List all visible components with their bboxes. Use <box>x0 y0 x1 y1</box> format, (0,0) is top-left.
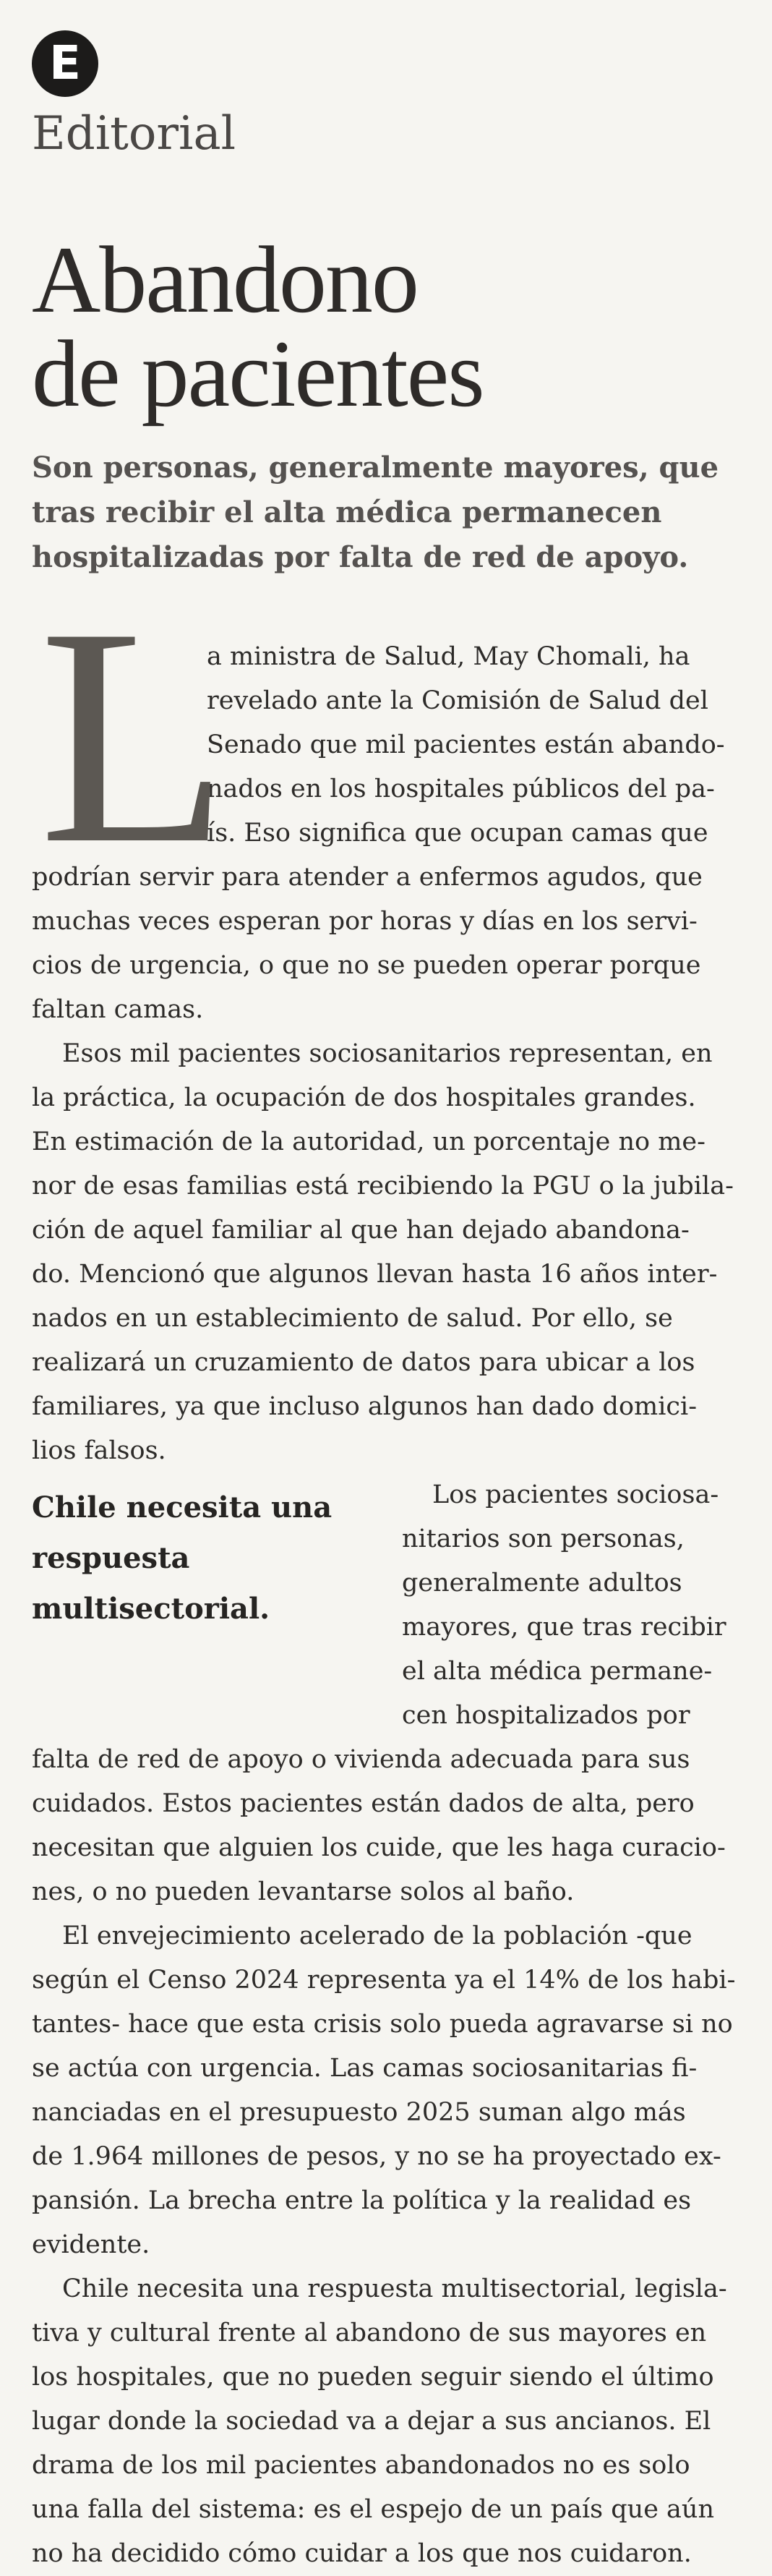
body-line: los hospitales, que no pueden seguir siendo el último <box>32 2363 714 2392</box>
body-line: mayores, que tras recibir <box>402 1613 726 1642</box>
drop-cap: L <box>39 564 229 908</box>
body-line: nados en un establecimiento de salud. Por ello, se <box>32 1304 673 1333</box>
body-line: falta de red de apoyo o vivienda adecuada para sus <box>32 1745 690 1774</box>
headline-line: de pacientes <box>32 320 484 427</box>
body-line: de 1.964 millones de pesos, y no se ha proyectado ex- <box>32 2142 721 2171</box>
body-line: muchas veces esperan por horas y días en los servi- <box>32 907 698 936</box>
body-line: drama de los mil pacientes abandonados no es solo <box>32 2451 690 2480</box>
body-line: nes, o no pueden levantarse solos al baño. <box>32 1877 575 1906</box>
pull-quote-line: multisectorial. <box>32 1592 270 1626</box>
body-line: ción de aquel familiar al que han dejado abandona- <box>32 1216 690 1245</box>
body-line: El envejecimiento acelerado de la población -que <box>62 1922 692 1950</box>
body-line: nitarios son personas, <box>402 1524 685 1553</box>
pull-quote-line: respuesta <box>32 1541 190 1575</box>
body-line: lugar donde la sociedad va a dejar a sus ancianos. El <box>32 2407 711 2436</box>
body-line: nados en los hospitales públicos del pa- <box>207 775 715 803</box>
body-line: cios de urgencia, o que no se pueden operar porque <box>32 951 701 980</box>
lede-line: Son personas, generalmente mayores, que <box>32 451 719 485</box>
pull-quote-line: Chile necesita una <box>32 1490 333 1524</box>
lede-line: hospitalizadas por falta de red de apoyo. <box>32 540 689 574</box>
body-line: realizará un cruzamiento de datos para ubicar a los <box>32 1348 695 1377</box>
body-line: nanciadas en el presupuesto 2025 suman algo más <box>32 2098 686 2127</box>
body-line: Los pacientes sociosa- <box>432 1480 719 1509</box>
body-line: pansión. La brecha entre la política y la realidad es <box>32 2186 692 2215</box>
editorial-badge-icon <box>32 30 98 97</box>
body-line: según el Censo 2024 representa ya el 14% de los habi- <box>32 1966 736 1995</box>
body-line: tiva y cultural frente al abandono de sus mayores en <box>32 2319 707 2347</box>
body-line: revelado ante la Comisión de Salud del <box>207 686 708 715</box>
body-line: ís. Eso significa que ocupan camas que <box>207 819 708 848</box>
body-line: faltan camas. <box>32 995 204 1024</box>
body-line: necesitan que alguien los cuide, que les haga curacio- <box>32 1833 726 1862</box>
body-line: cuidados. Estos pacientes están dados de alta, pero <box>32 1789 695 1818</box>
body-line: nor de esas familias está recibiendo la PGU o la jubila- <box>32 1172 734 1200</box>
body-line: generalmente adultos <box>402 1569 682 1598</box>
body-line: En estimación de la autoridad, un porcentaje no me- <box>32 1127 705 1156</box>
body-line: Senado que mil pacientes están abando- <box>207 730 725 759</box>
body-line: se actúa con urgencia. Las camas sociosanitarias fi- <box>32 2054 698 2083</box>
headline <box>32 226 484 427</box>
headline-line: Abandono <box>32 226 418 333</box>
lede-line: tras recibir el alta médica permanecen <box>32 495 662 529</box>
body-line: evidente. <box>32 2230 150 2259</box>
section-label: Editorial <box>32 107 236 161</box>
pull-quote <box>32 1483 372 1634</box>
body-line: podrían servir para atender a enfermos agudos, que <box>32 863 703 892</box>
body-line: una falla del sistema: es el espejo de un país que aún <box>32 2495 714 2524</box>
body-line: Esos mil pacientes sociosanitarios representan, en <box>62 1039 713 1068</box>
body-line: a ministra de Salud, May Chomali, ha <box>207 642 690 671</box>
body-line: el alta médica permane- <box>402 1657 713 1686</box>
body-line: familiares, ya que incluso algunos han dado domici- <box>32 1392 698 1421</box>
lede-summary <box>32 445 749 580</box>
body-line: no ha decidido cómo cuidar a los que nos cuidaron. <box>32 2539 692 2568</box>
body-line: cen hospitalizados por <box>402 1701 690 1730</box>
body-line: Chile necesita una respuesta multisectorial, legisla- <box>62 2274 727 2303</box>
body-line: tantes- hace que esta crisis solo pueda agravarse si no <box>32 2010 733 2039</box>
body-line: do. Mencionó que algunos llevan hasta 16 años inter- <box>32 1260 718 1289</box>
body-line: la práctica, la ocupación de dos hospitales grandes. <box>32 1083 696 1112</box>
body-line: lios falsos. <box>32 1436 166 1465</box>
badge-letter: E <box>49 37 81 90</box>
